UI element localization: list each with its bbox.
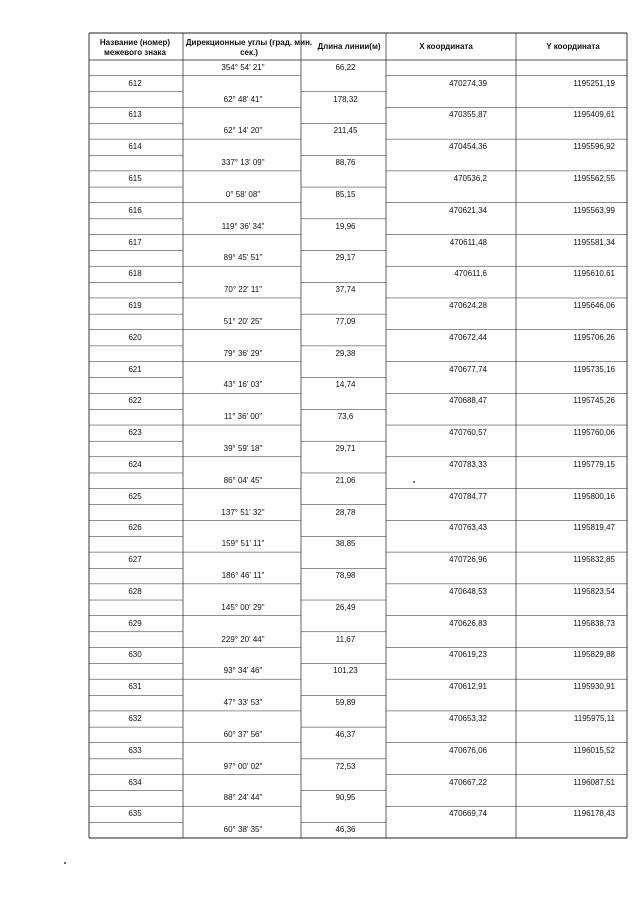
x-coordinate-cell: 470672,44 [449, 332, 487, 342]
y-coordinate-cell: 1195596,92 [573, 142, 615, 152]
direction-angle-cell: 60° 38' 35" [223, 825, 263, 835]
y-coordinate-cell: 1195823,54 [573, 586, 615, 596]
line-length-cell: 101,23 [333, 666, 358, 676]
x-coordinate-cell: 470619,23 [449, 650, 487, 660]
y-coordinate-cell: 1195735,16 [573, 364, 615, 374]
scan-speck [64, 862, 66, 864]
point-name-cell: 622 [128, 396, 142, 406]
header-x-coordinate: X координата [419, 42, 473, 51]
y-coordinate-cell: 1195745,26 [573, 396, 615, 406]
x-coordinate-cell: 470536,2 [453, 173, 487, 183]
point-name-cell: 616 [128, 205, 142, 215]
line-length-cell: 88,76 [335, 158, 356, 168]
line-length-cell: 59,89 [335, 698, 356, 708]
y-coordinate-cell: 1196087,51 [573, 777, 615, 787]
point-name-cell: 634 [128, 777, 142, 787]
point-name-cell: 633 [128, 745, 142, 755]
line-length-cell: 28,78 [335, 507, 356, 517]
point-name-cell: 629 [128, 618, 142, 628]
y-coordinate-cell: 1195562,55 [573, 173, 615, 183]
x-coordinate-cell: 470648,53 [449, 586, 487, 596]
y-coordinate-cell: 1195819,47 [573, 523, 615, 533]
scan-speck [413, 481, 415, 483]
line-length-cell: 78,98 [335, 571, 356, 581]
line-length-cell: 90,95 [335, 793, 356, 803]
y-coordinate-cell: 1195646,06 [573, 301, 615, 311]
x-coordinate-cell: 470677,74 [449, 364, 487, 374]
line-length-cell: 11,67 [335, 634, 356, 644]
direction-angle-cell: 337° 13' 09" [221, 158, 265, 168]
point-name-cell: 627 [128, 555, 142, 565]
y-coordinate-cell: 1195930,91 [573, 682, 615, 692]
point-name-cell: 619 [128, 301, 142, 311]
direction-angle-cell: 354° 54' 21" [221, 62, 265, 72]
y-coordinate-cell: 1195563,99 [573, 205, 615, 215]
x-coordinate-cell: 470667,22 [449, 777, 487, 787]
line-length-cell: 29,17 [335, 253, 356, 263]
direction-angle-cell: 47° 33' 53" [223, 698, 263, 708]
point-name-cell: 626 [128, 523, 142, 533]
direction-angle-cell: 229° 20' 44" [221, 634, 265, 644]
point-name-cell: 623 [128, 428, 142, 438]
x-coordinate-cell: 470763,43 [449, 523, 487, 533]
line-length-cell: 73,6 [337, 412, 354, 422]
direction-angle-cell: 51° 20' 25" [223, 316, 263, 326]
point-name-cell: 620 [128, 332, 142, 342]
x-coordinate-cell: 470784,77 [449, 491, 487, 501]
y-coordinate-cell: 1195610,61 [573, 269, 615, 279]
direction-angle-cell: 11° 36' 00" [223, 412, 263, 422]
direction-angle-cell: 0° 58' 08" [225, 189, 261, 199]
line-length-cell: 37,74 [335, 285, 356, 295]
direction-angle-cell: 39° 59' 18" [223, 444, 263, 453]
x-coordinate-cell: 470624,28 [449, 301, 487, 311]
x-coordinate-cell: 470760,57 [449, 428, 487, 438]
x-coordinate-cell: 470612,91 [449, 682, 487, 692]
x-coordinate-cell: 470274,39 [449, 78, 487, 88]
point-name-cell: 624 [128, 459, 142, 469]
direction-angle-cell: 88° 24' 44" [223, 793, 263, 803]
y-coordinate-cell: 1196015,52 [573, 745, 615, 755]
y-coordinate-cell: 1195409,61 [573, 110, 615, 120]
line-length-cell: 21,06 [335, 475, 356, 485]
line-length-cell: 85,15 [335, 189, 356, 199]
line-length-cell: 66,22 [335, 62, 356, 72]
x-coordinate-cell: 470726,96 [449, 555, 487, 565]
point-name-cell: 615 [128, 173, 142, 183]
point-name-cell: 613 [128, 110, 142, 120]
table-grid-lines [89, 33, 627, 838]
header-direction-angle: Дирекционные углы (град. мин. сек.) [185, 38, 313, 57]
line-length-cell: 46,36 [335, 825, 356, 835]
header-y-coordinate: Y координата [546, 42, 600, 51]
point-name-cell: 621 [128, 364, 142, 374]
x-coordinate-cell: 470783,33 [449, 459, 487, 469]
x-coordinate-cell: 470621,34 [449, 205, 487, 215]
line-length-cell: 14,74 [335, 380, 356, 390]
point-name-cell: 631 [128, 682, 142, 692]
y-coordinate-cell: 1195832,85 [573, 555, 615, 565]
direction-angle-cell: 89° 45' 51" [223, 253, 263, 263]
boundary-coordinates-table [89, 33, 627, 838]
x-coordinate-cell: 470626,83 [449, 618, 487, 628]
direction-angle-cell: 97° 00' 02" [223, 761, 263, 771]
point-name-cell: 612 [128, 78, 142, 88]
direction-angle-cell: 86° 04' 45" [223, 475, 263, 485]
line-length-cell: 19,96 [335, 221, 356, 231]
point-name-cell: 625 [128, 491, 142, 501]
line-length-cell: 38,85 [335, 539, 356, 549]
y-coordinate-cell: 1195800,16 [573, 491, 615, 501]
direction-angle-cell: 119° 36' 34" [221, 221, 265, 231]
x-coordinate-cell: 470669,74 [449, 809, 487, 819]
x-coordinate-cell: 470688,47 [449, 396, 487, 406]
y-coordinate-cell: 1195838,73 [573, 618, 615, 628]
y-coordinate-cell: 1195706,26 [573, 332, 615, 342]
header-line-length: Длина линии(м) [317, 42, 381, 51]
line-length-cell: 29,71 [335, 444, 356, 453]
line-length-cell: 77,09 [335, 316, 356, 326]
x-coordinate-cell: 470611,6 [454, 269, 487, 279]
line-length-cell: 178,32 [333, 94, 358, 104]
direction-angle-cell: 79° 36' 29" [223, 348, 263, 358]
direction-angle-cell: 60° 37' 56" [223, 729, 263, 739]
y-coordinate-cell: 1195975,11 [573, 714, 615, 724]
direction-angle-cell: 137° 51' 32" [221, 507, 265, 517]
line-length-cell: 29,38 [335, 348, 356, 358]
x-coordinate-cell: 470454,36 [449, 142, 487, 152]
line-length-cell: 72,53 [335, 761, 356, 771]
x-coordinate-cell: 470653,32 [449, 714, 487, 724]
y-coordinate-cell: 1195779,15 [573, 459, 615, 469]
line-length-cell: 46,37 [335, 729, 356, 739]
point-name-cell: 630 [128, 650, 142, 660]
point-name-cell: 614 [128, 142, 142, 152]
y-coordinate-cell: 1195581,34 [573, 237, 615, 247]
direction-angle-cell: 62° 48' 41" [223, 94, 263, 104]
header-point-name: Название (номер) межевого знака [99, 38, 171, 57]
direction-angle-cell: 93° 34' 46" [223, 666, 263, 676]
direction-angle-cell: 43° 16' 03" [223, 380, 263, 390]
point-name-cell: 618 [128, 269, 142, 279]
y-coordinate-cell: 1195760,06 [573, 428, 615, 438]
point-name-cell: 628 [128, 586, 142, 596]
y-coordinate-cell: 1195829,88 [573, 650, 615, 660]
line-length-cell: 211,45 [333, 126, 358, 136]
point-name-cell: 635 [128, 809, 142, 819]
y-coordinate-cell: 1195251,19 [573, 78, 615, 88]
x-coordinate-cell: 470611,48 [449, 237, 487, 247]
direction-angle-cell: 70° 22' 11" [223, 285, 263, 295]
x-coordinate-cell: 470355,87 [449, 110, 487, 120]
point-name-cell: 632 [128, 714, 142, 724]
direction-angle-cell: 145° 00' 29" [221, 602, 265, 612]
point-name-cell: 617 [128, 237, 142, 247]
direction-angle-cell: 62° 14' 20" [223, 126, 263, 136]
y-coordinate-cell: 1196178,43 [573, 809, 615, 819]
direction-angle-cell: 159° 51' 11" [221, 539, 265, 549]
direction-angle-cell: 186° 46' 11" [221, 571, 265, 581]
line-length-cell: 26,49 [335, 602, 356, 612]
x-coordinate-cell: 470676,06 [449, 745, 487, 755]
